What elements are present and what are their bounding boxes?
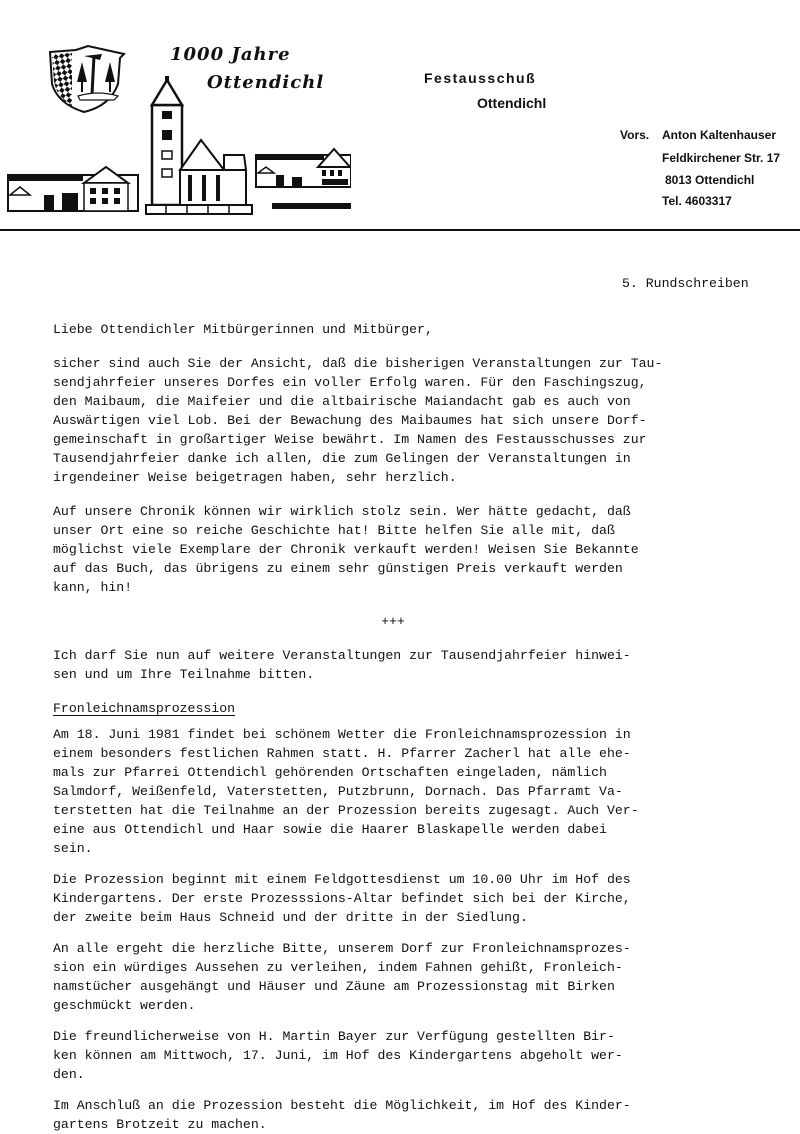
header-divider [0, 229, 800, 231]
text-line: Am 18. Juni 1981 findet bei schönem Wetter die Fronleichnamsprozession in [53, 727, 631, 742]
chair-label: Vors. [620, 128, 650, 142]
text-line: mals zur Pfarrei Ottendichl gehörenden Ortschaften eingeladen, nämlich [53, 765, 607, 780]
text-line: den Maibaum, die Maifeier und die altbairische Maiandacht gab es auch von [53, 394, 631, 409]
paragraph-thanks [53, 354, 788, 487]
paragraph-chronicle [53, 502, 788, 597]
organization-place: Ottendichl [477, 95, 547, 111]
text-line: gartens Brotzeit zu machen. [53, 1117, 267, 1132]
text-line: gemeinschaft in großartiger Weise bewährt. Im Namen des Festausschusses zur [53, 432, 647, 447]
text-line: Auswärtigen viel Lob. Bei der Bewachung des Maibaumes hat sich unsere Dorf- [53, 413, 647, 428]
circular-number: 5. Rundschreiben [622, 276, 749, 291]
chair-name: Anton Kaltenhauser [662, 128, 777, 142]
jubilee-village: Ottendichl [207, 72, 325, 93]
text-line: sendjahrfeier unseres Dorfes ein voller Erfolg waren. Für den Faschingszug, [53, 375, 647, 390]
section-heading: Fronleichnamsprozession [53, 701, 236, 716]
text-line: namstücher ausgehängt und Häuser und Zäune am Prozessionstag mit Birken [53, 979, 615, 994]
text-line: Die Prozession beginnt mit einem Feldgottesdienst um 10.00 Uhr im Hof des [53, 872, 631, 887]
text-line: Auf unsere Chronik können wir wirklich stolz sein. Wer hätte gedacht, daß [53, 504, 631, 519]
paragraph-brotzeit [53, 1096, 788, 1134]
section-divider: +++ [381, 614, 405, 629]
text-line: Im Anschluß an die Prozession besteht die Möglichkeit, im Hof des Kinder- [53, 1098, 631, 1113]
text-line: eine aus Ottendichl und Haar sowie die Haarer Blaskapelle werden dabei [53, 822, 607, 837]
text-line: den. [53, 1067, 85, 1082]
text-line: Tausendjahrfeier danke ich allen, die zum Gelingen der Veranstaltungen in [53, 451, 631, 466]
text-line: irgendeiner Weise beigetragen haben, sehr herzlich. [53, 470, 457, 485]
paragraph-procession-route [53, 870, 788, 927]
letterhead [0, 0, 800, 232]
village-church-illustration [6, 75, 351, 215]
text-line: geschmückt werden. [53, 998, 196, 1013]
jubilee-title: 1000 Jahre [170, 44, 291, 65]
text-line: sen und um Ihre Teilnahme bitten. [53, 667, 315, 682]
text-line: auf das Buch, das übrigens zu einem sehr günstigen Preis verkauft werden [53, 561, 623, 576]
text-line: Ich darf Sie nun auf weitere Veranstaltungen zur Tausendjahrfeier hinwei- [53, 648, 631, 663]
text-line: ken können am Mittwoch, 17. Juni, im Hof des Kindergartens abgeholt wer- [53, 1048, 623, 1063]
salutation: Liebe Ottendichler Mitbürgerinnen und Mitbürger, [53, 322, 433, 337]
paragraph-birch-pickup [53, 1027, 788, 1084]
text-line: unser Ort eine so reiche Geschichte hat! Bitte helfen Sie alle mit, daß [53, 523, 615, 538]
text-line: sicher sind auch Sie der Ansicht, daß die bisherigen Veranstaltungen zur Tau- [53, 356, 663, 371]
paragraph-decoration-request [53, 939, 788, 1015]
address-city: 8013 Ottendichl [665, 173, 755, 187]
address-street: Feldkirchener Str. 17 [662, 151, 781, 165]
organization-name: Festausschuß [424, 70, 537, 86]
text-line: möglichst viele Exemplare der Chronik verkauft werden! Weisen Sie Bekannte [53, 542, 639, 557]
paragraph-procession-date [53, 725, 788, 858]
text-line: einem besonders festlichen Rahmen statt. H. Pfarrer Zacherl hat alle ehe- [53, 746, 631, 761]
text-line: sion ein würdiges Aussehen zu verleihen, indem Fahnen gehißt, Fronleich- [53, 960, 623, 975]
phone-number: Tel. 4603317 [662, 194, 732, 208]
text-line: kann, hin! [53, 580, 133, 595]
paragraph-events-intro [53, 646, 788, 684]
text-line: An alle ergeht die herzliche Bitte, unserem Dorf zur Fronleichnamsprozes- [53, 941, 631, 956]
letter-body [53, 320, 788, 1134]
text-line: sein. [53, 841, 93, 856]
text-line: terstetten hat die Teilnahme an der Prozession bereits zugesagt. Auch Ver- [53, 803, 639, 818]
text-line: Kindergartens. Der erste Prozesssions-Altar befindet sich bei der Kirche, [53, 891, 631, 906]
text-line: der zweite beim Haus Schneid und der dritte in der Siedlung. [53, 910, 528, 925]
text-line: Salmdorf, Weißenfeld, Vaterstetten, Putzbrunn, Dornach. Das Pfarramt Va- [53, 784, 623, 799]
text-line: Die freundlicherweise von H. Martin Bayer zur Verfügung gestellten Bir- [53, 1029, 615, 1044]
